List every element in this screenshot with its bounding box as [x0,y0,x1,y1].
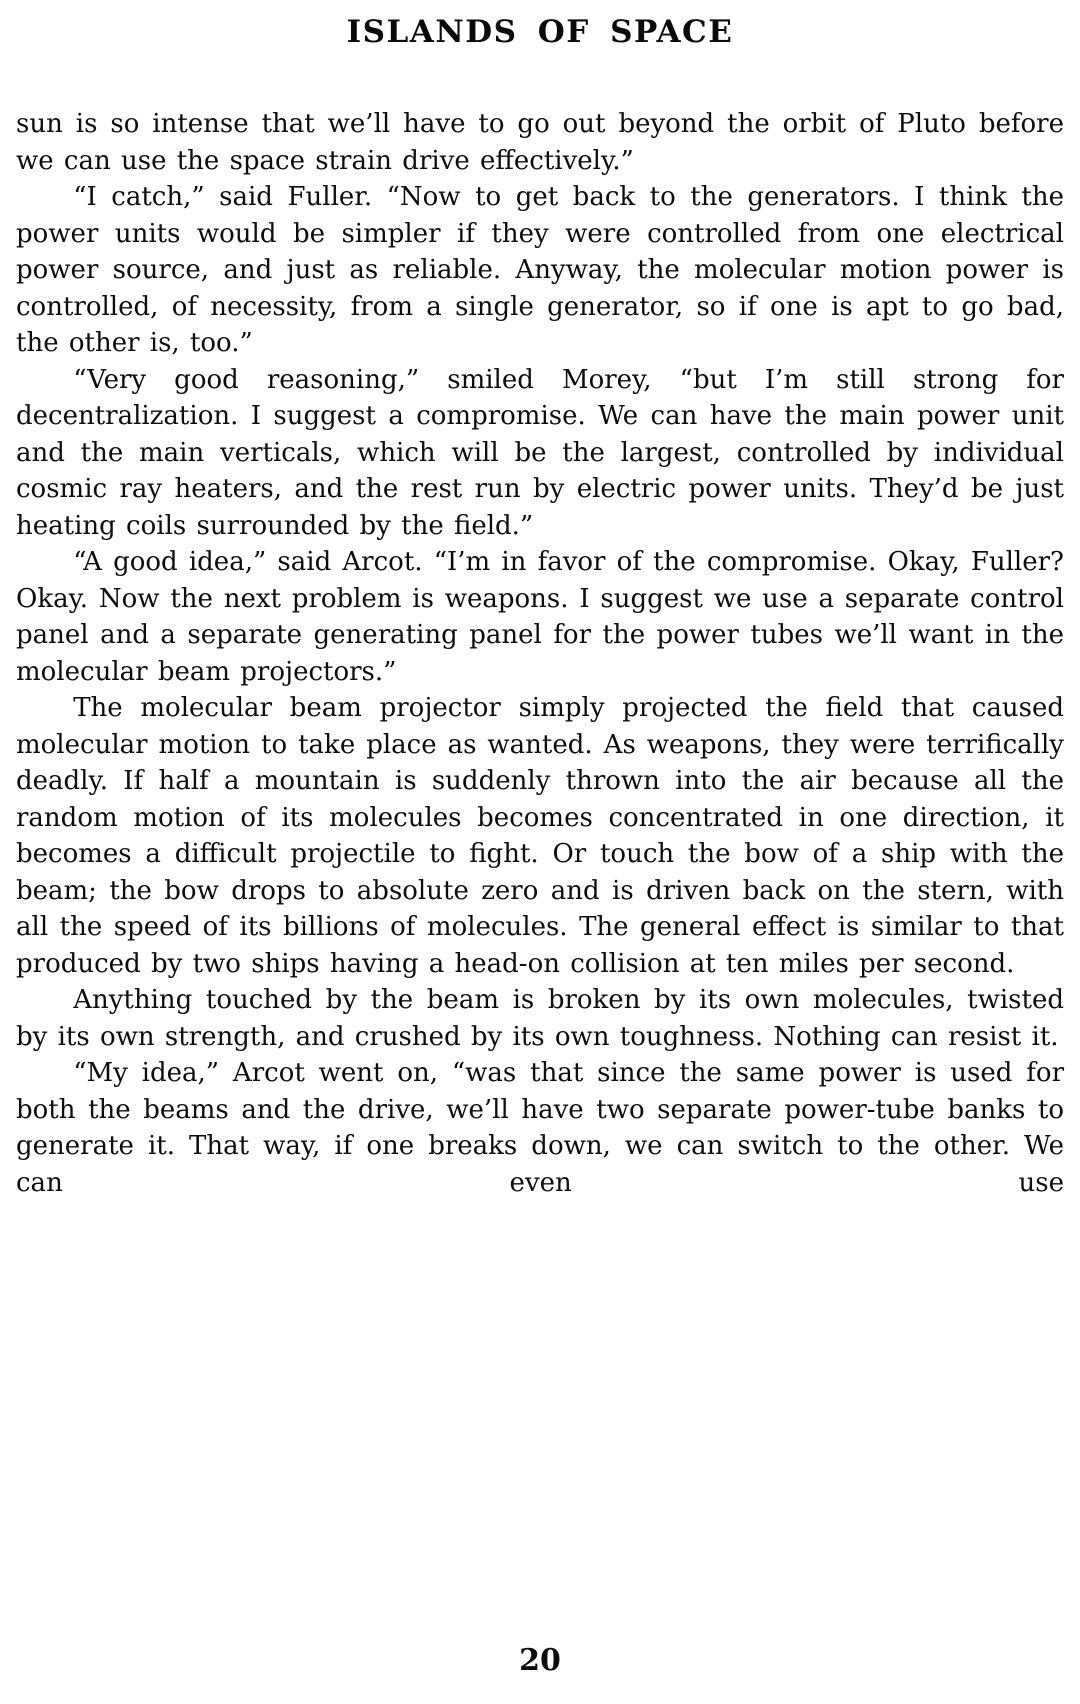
body-text [16,106,1064,1201]
paragraph: “My idea,” Arcot went on, “was that since the same power is used for both the beams and the drive, we’ll have two separate power-tube banks to generate it. That way, if one breaks down, we can switch to the other. We can even use [16,1058,1064,1198]
paragraph: The molecular beam projector simply projected the field that caused molecular motion to take place as wanted. As weapons, they were terrifically deadly. If half a mountain is suddenly thrown into the air because all the random motion of its molecules becomes concentrated in one direction, it becomes a difficult projectile to fight. Or touch the bow of a ship with the beam; the bow drops to absolute zero and is driven back on the stern, with all the speed of its billions of molecules. The general effect is similar to that produced by two ships having a head-on collision at ten miles per second. [16,693,1064,979]
paragraph: Anything touched by the beam is broken by its own molecules, twisted by its own strength, and crushed by its own toughness. Nothing can resist it. [16,985,1064,1052]
paragraph: “I catch,” said Fuller. “Now to get back to the generators. I think the power units would be simpler if they were controlled from one electrical power source, and just as reliable. Anyway, the molecular motion power is controlled, of necessity, from a single generator, so if one is apt to go bad, the other is, too.” [16,182,1064,358]
page-number: 20 [519,1643,561,1678]
paragraph: “A good idea,” said Arcot. “I’m in favor of the compromise. Okay, Fuller? Okay. Now the next problem is weapons. I suggest we use a separate control panel and a separate generating panel for the power tubes we’ll want in the molecular beam projectors.” [16,547,1064,687]
paragraph: “Very good reasoning,” smiled Morey, “but I’m still strong for decentralization. I suggest a compromise. We can have the main power unit and the main verticals, which will be the largest, controlled by individual cosmic ray heaters, and the rest run by electric power units. They’d be just heating coils surrounded by the field.” [16,364,1064,541]
running-head-title: ISLANDS OF SPACE [346,14,734,50]
paragraph: sun is so intense that we’ll have to go out beyond the orbit of Pluto before we can use the space strain drive effectively.” [16,109,1064,176]
